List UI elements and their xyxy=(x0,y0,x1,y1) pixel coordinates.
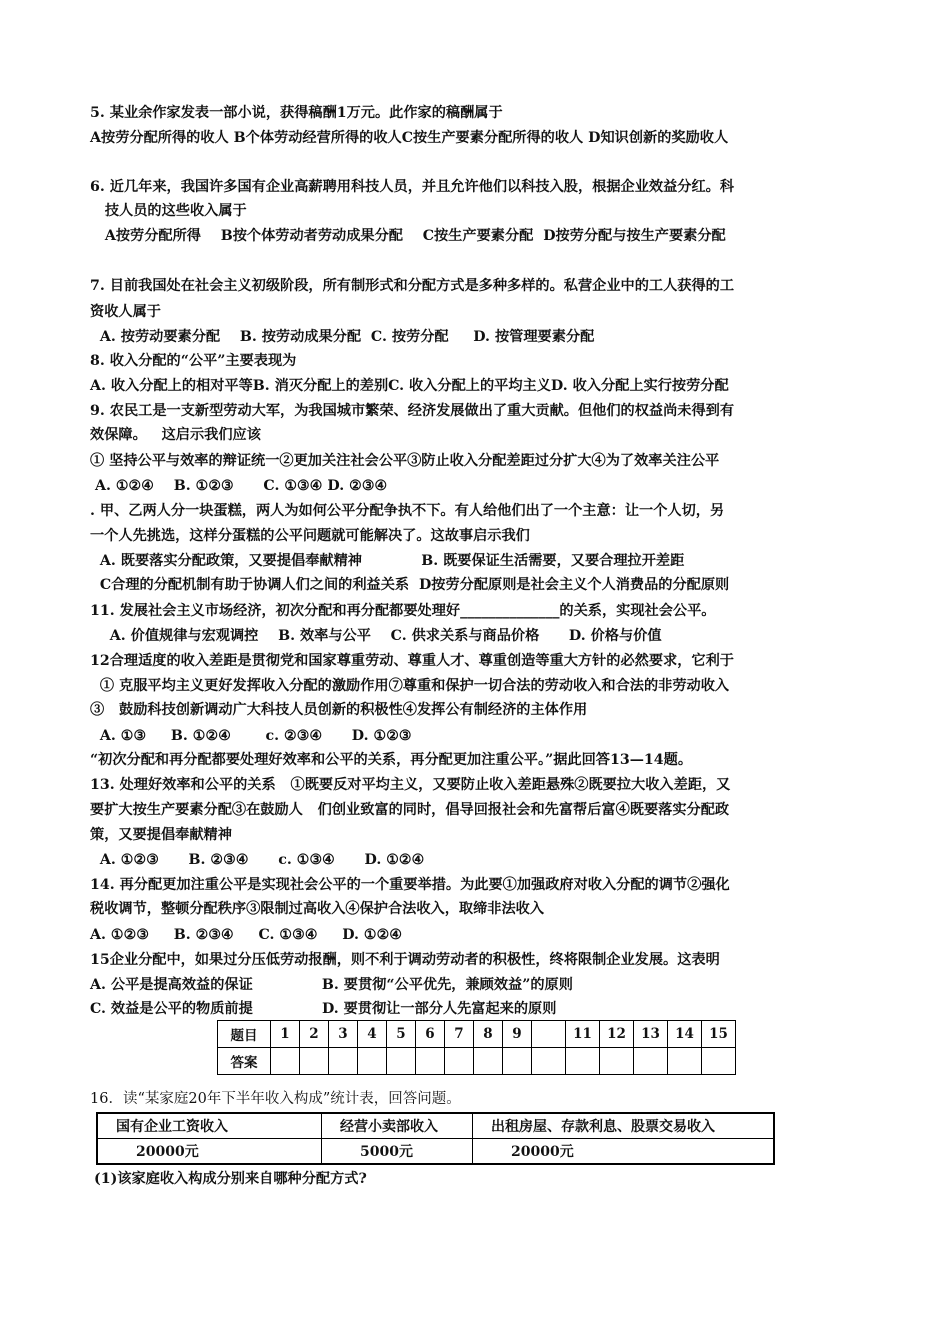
income-value-cell: 20000元 xyxy=(97,1139,322,1165)
line-24: “初次分配和再分配都要处理好效率和公平的关系，再分配更加注重公平。”据此回答13—14题。 xyxy=(90,752,693,768)
line-34: C. 效益是公平的物质前提 D. 要贯彻让一部分人先富起来的原则 xyxy=(90,1001,557,1017)
income-header-cell: 经营小卖部收入 xyxy=(322,1113,473,1139)
answer-cell[interactable] xyxy=(416,1048,445,1075)
line-11: 效保障。 这启示我们应该 xyxy=(90,427,261,443)
line-7: A. 按劳动要素分配 B. 按劳动成果分配 C. 按劳分配 D. 按管理要素分配 xyxy=(90,329,595,345)
line-14: . 甲、乙两人分一块蛋糕，两人为如何公平分配争执不下。有人给他们出了一个主意：让一个人切，另 xyxy=(90,503,725,519)
qnum-cell: 13 xyxy=(634,1021,668,1048)
answer-cell[interactable] xyxy=(300,1048,329,1075)
qnum-cell: 2 xyxy=(300,1021,329,1048)
qnum-cell: 1 xyxy=(271,1021,300,1048)
income-header-cell: 国有企业工资收入 xyxy=(97,1113,322,1139)
line-25: 13. 处理好效率和公平的关系 ①既要反对平均主义，又要防止收入差距悬殊②既要拉大收入差距，又 xyxy=(90,777,731,793)
line-16: A. 既要落实分配政策，又要提倡奉献精神 B. 既要保证生活需要，又要合理拉开差距 xyxy=(90,553,685,569)
answer-cell[interactable] xyxy=(445,1048,474,1075)
line-26: 要扩大按生产要素分配③在鼓励人 们创业致富的同时，倡导回报社会和先富帮后富④既要落实分配政 xyxy=(90,802,730,818)
income-table xyxy=(96,1112,775,1165)
qnum-cell: 8 xyxy=(474,1021,503,1048)
answer-cell[interactable] xyxy=(387,1048,416,1075)
line-30: 税收调节，整顿分配秩序③限制过高收入④保护合法收入，取缔非法收入 xyxy=(90,901,545,917)
income-value-row xyxy=(97,1139,774,1165)
line-29: 14. 再分配更加注重公平是实现社会公平的一个重要举措。为此要①加强政府对收入分配的调节②强化 xyxy=(90,877,730,893)
answer-cell[interactable] xyxy=(634,1048,668,1075)
line-9: A. 收入分配上的相对平等B. 消灭分配上的差别C. 收入分配上的平均主义D. 收入分配上实行按劳分配 xyxy=(90,378,729,394)
income-value-cell: 20000元 xyxy=(473,1139,775,1165)
answer-cell[interactable] xyxy=(702,1048,736,1075)
line-1: A按劳分配所得的收人 B个体劳动经营所得的收人C按生产要素分配所得的收人 D知识创新的奖励收人 xyxy=(90,130,729,146)
answer-cell[interactable] xyxy=(566,1048,600,1075)
line-20: 12合理适度的收入差距是贯彻党和国家尊重劳动、尊重人才、尊重创造等重大方针的必然要求，它利于 xyxy=(90,653,734,669)
answer-table-row1-label: 题目 xyxy=(218,1021,271,1048)
answer-cell[interactable] xyxy=(474,1048,503,1075)
line-18: 11. 发展社会主义市场经济，初次分配和再分配都要处理好______________的关系，实现社会公平。 xyxy=(90,603,716,619)
line-31: A. ①②③ B. ②③④ C. ①③④ D. ①②④ xyxy=(90,927,403,943)
answer-cell[interactable] xyxy=(668,1048,702,1075)
answer-cell[interactable] xyxy=(329,1048,358,1075)
answer-cell[interactable] xyxy=(358,1048,387,1075)
line-13: A. ①②④ B. ①②③ C. ①③④ D. ②③④ xyxy=(90,478,388,494)
line-21: ① 克服平均主义更好发挥收入分配的激励作用⑦尊重和保护一切合法的劳动收入和合法的非劳动收入 xyxy=(90,678,730,694)
qnum-cell: 6 xyxy=(416,1021,445,1048)
qnum-cell: 3 xyxy=(329,1021,358,1048)
answer-cell[interactable] xyxy=(503,1048,532,1075)
answer-table-row2-label: 答案 xyxy=(218,1048,271,1075)
line-23: A. ①③ B. ①②④ c. ②③④ D. ①②③ xyxy=(90,728,412,744)
qnum-cell: 5 xyxy=(387,1021,416,1048)
qnum-cell: 14 xyxy=(668,1021,702,1048)
q16-title: 16．读“某家庭20年下半年收入构成”统计表，回答问题。 xyxy=(90,1091,461,1107)
answer-cell[interactable] xyxy=(600,1048,634,1075)
line-28: A. ①②③ B. ②③④ c. ①③④ D. ①②④ xyxy=(90,852,425,868)
line-0: 5. 某业余作家发表一部小说，获得稿酬1万元。此作家的稿酬属于 xyxy=(90,105,503,121)
line-15: 一个人先挑选，这样分蛋糕的公平问题就可能解决了。这故事启示我们 xyxy=(90,528,530,544)
qnum-cell: 7 xyxy=(445,1021,474,1048)
q16-question: (1)该家庭收入构成分别来自哪种分配方式? xyxy=(94,1171,367,1187)
line-27: 策，又要提倡奉献精神 xyxy=(90,827,232,843)
line-8: 8. 收入分配的“公平”主要表现为 xyxy=(90,353,297,369)
line-22: ③ 鼓励科技创新调动广大科技人员创新的积极性④发挥公有制经济的主体作用 xyxy=(90,702,588,718)
income-header-cell: 出租房屋、存款利息、股票交易收入 xyxy=(473,1113,775,1139)
line-3: 技人员的这些收入属于 xyxy=(90,203,247,219)
line-19: A. 价值规律与宏观调控 B. 效率与公平 C. 供求关系与商品价格 D. 价格与价值 xyxy=(90,628,662,644)
line-32: 15企业分配中，如果过分压低劳动报酬，则不利于调动劳动者的积极性，终将限制企业发展。这表明 xyxy=(90,952,720,968)
income-header-row xyxy=(97,1113,774,1139)
qnum-cell: 11 xyxy=(566,1021,600,1048)
answer-table xyxy=(217,1020,736,1075)
qnum-cell: 4 xyxy=(358,1021,387,1048)
qnum-cell: 9 xyxy=(503,1021,532,1048)
line-6: 资收人属于 xyxy=(90,304,161,320)
line-5: 7. 目前我国处在社会主义初级阶段，所有制形式和分配方式是多种多样的。私营企业中的工人获得的工 xyxy=(90,278,735,294)
qnum-cell: 12 xyxy=(600,1021,634,1048)
qnum-cell: 15 xyxy=(702,1021,736,1048)
answer-cell[interactable] xyxy=(532,1048,566,1075)
line-17: C合理的分配机制有助于协调人们之间的利益关系 D按劳分配原则是社会主义个人消费品的分配原则 xyxy=(90,577,730,593)
qnum-cell xyxy=(532,1021,566,1048)
line-4: A按劳分配所得 B按个体劳动者劳动成果分配 C按生产要素分配 D按劳分配与按生产要素分配 xyxy=(90,228,726,244)
income-value-cell: 5000元 xyxy=(322,1139,473,1165)
answer-table-header-row xyxy=(218,1021,736,1048)
line-2: 6. 近几年来，我国许多国有企业高薪聘用科技人员，并且允许他们以科技入股，根据企业效益分红。科 xyxy=(90,179,735,195)
line-10: 9. 农民工是一支新型劳动大军，为我国城市繁荣、经济发展做出了重大贡献。但他们的权益尚未得到有 xyxy=(90,403,735,419)
answer-table-answer-row xyxy=(218,1048,736,1075)
answer-cell[interactable] xyxy=(271,1048,300,1075)
line-12: ① 坚持公平与效率的辩证统一②更加关注社会公平③防止收入分配差距过分扩大④为了效率关注公平 xyxy=(90,453,720,469)
line-33: A. 公平是提高效益的保证 B. 要贯彻“公平优先，兼顾效益”的原则 xyxy=(90,977,573,993)
